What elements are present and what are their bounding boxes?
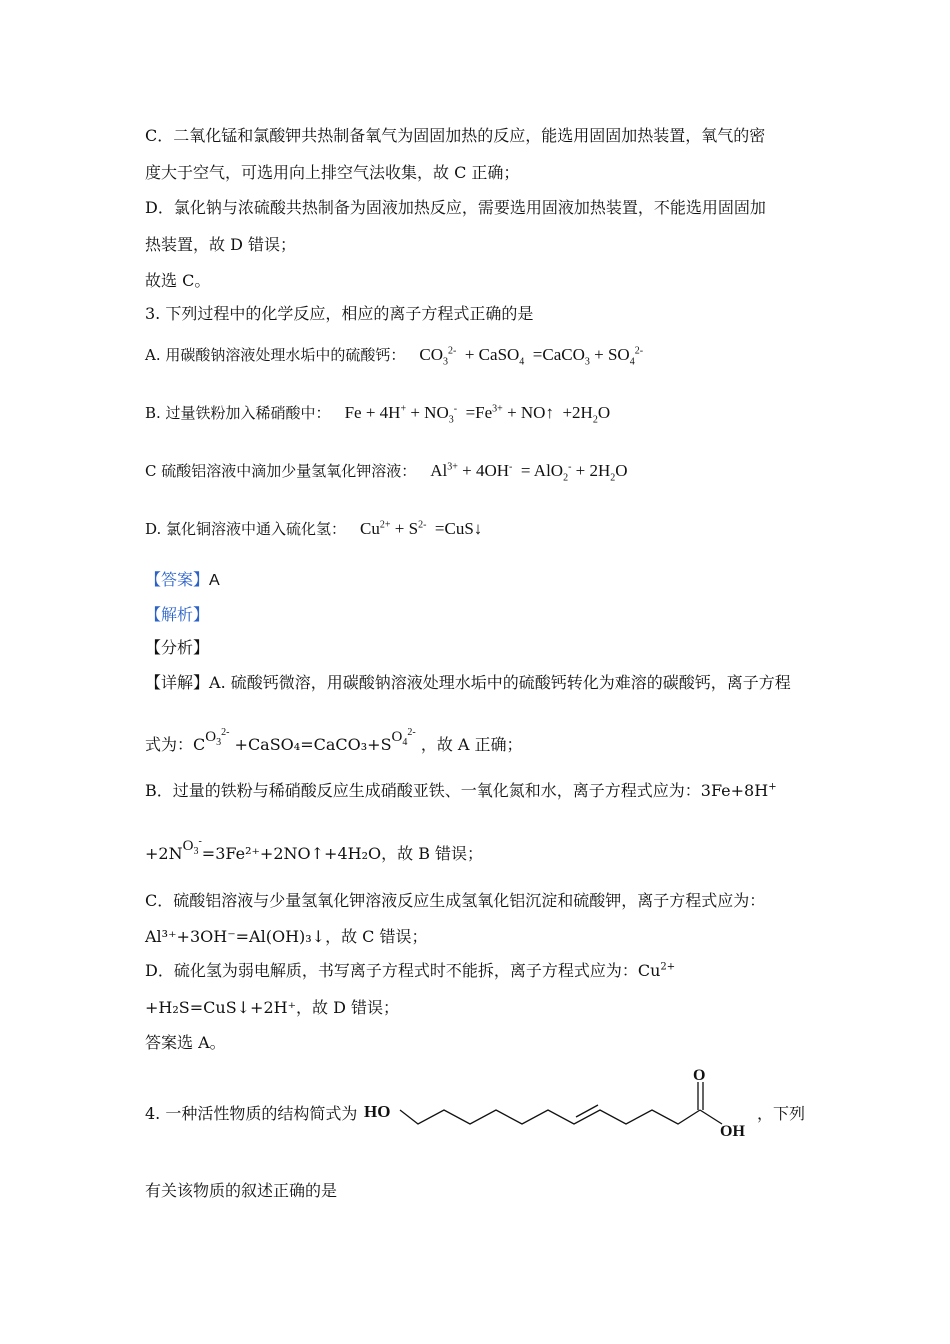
detail-a-line1 <box>145 672 791 694</box>
detail-a-prefix: 式为：C <box>145 735 206 754</box>
detail-d-line2: +H₂S=CuS↓+2H⁺，故 D 错误； <box>145 998 400 1017</box>
prev-d-line2: 热装置，故 D 错误； <box>145 235 297 254</box>
q4-stem-line2: 有关该物质的叙述正确的是 <box>145 1181 338 1200</box>
analysis-label: 【解析】 <box>145 605 210 624</box>
q3-option-c <box>145 460 628 482</box>
prev-conclusion: 故选 C。 <box>145 271 211 290</box>
detail-c-line2: Al³⁺+3OH⁻=Al(OH)₃↓，故 C 错误； <box>145 927 428 946</box>
detail-b-prefix: +2N <box>145 844 183 863</box>
prev-c-line2: 度大于空气，可选用向上排空气法收集，故 C 正确； <box>145 163 520 182</box>
q4-struct-oh-label: OH <box>720 1123 745 1140</box>
q4-stem-prefix: 4. 一种活性物质的结构简式为 <box>145 1104 358 1123</box>
q3-option-d-text: D. 氯化铜溶液中通入硫化氢： <box>145 520 347 538</box>
q3-option-d <box>145 518 482 540</box>
answer-line <box>145 569 220 592</box>
detail-b-no3-fragment: $O_3^-$ <box>182 836 202 857</box>
q4-c-oh-bond <box>700 1110 722 1124</box>
q3-option-d-equation: $Cu^{2+} + S^{2-}$ =CuS↓ <box>360 519 483 538</box>
detail-conclusion: 答案选 A。 <box>145 1033 226 1052</box>
detail-a-co3-fragment: $O_3^{2-}$ <box>205 727 230 748</box>
detail-label: 【详解】 <box>145 673 210 692</box>
answer-value: A <box>209 572 220 589</box>
detail-a-line2 <box>145 727 523 757</box>
q4-structure-diagram <box>358 1062 758 1144</box>
detail-a-so4-fragment: $O_4^{2-}$ <box>391 727 416 748</box>
q3-option-b <box>145 402 610 424</box>
q3-stem: 3. 下列过程中的化学反应，相应的离子方程式正确的是 <box>145 304 534 323</box>
q3-option-a-equation: $CO_3^{2-}$ + CaSO$_4$ =CaCO$_3$ + $SO_4^{2-}$ <box>419 345 644 368</box>
q4-carbon-chain <box>400 1110 700 1124</box>
detail-c-line1: C．硫酸铝溶液与少量氢氧化钾溶液反应生成氢氧化铝沉淀和硫酸钾，离子方程式应为： <box>145 891 766 910</box>
detail-a-suffix: ，故 A 正确； <box>420 735 523 754</box>
fenxi-label: 【分析】 <box>145 638 210 657</box>
detail-d-line1: D．硫化氢为弱电解质，书写离子方程式时不能拆，离子方程式应为：$Cu^{2+}$ <box>145 961 676 980</box>
detail-a-mid: +CaSO₄=CaCO₃+S <box>234 735 392 754</box>
detail-b-line1: B．过量的铁粉与稀硝酸反应生成硝酸亚铁、一氧化氮和水，离子方程式应为：3Fe+8H+ <box>145 781 777 800</box>
detail-a-text: A. 硫酸钙微溶，用碳酸钠溶液处理水垢中的硫酸钙转化为难溶的碳酸钙，离子方程 <box>209 673 791 692</box>
q3-option-c-text: C 硫酸铝溶液中滴加少量氢氧化钾溶液： <box>145 462 417 480</box>
detail-d-text: D．硫化氢为弱电解质，书写离子方程式时不能拆，离子方程式应为：Cu <box>145 961 661 980</box>
detail-b-line2 <box>145 836 484 866</box>
q4-struct-o-label: O <box>693 1067 706 1084</box>
answer-label: 【答案】 <box>145 570 210 589</box>
detail-b-text: B．过量的铁粉与稀硝酸反应生成硝酸亚铁、一氧化氮和水，离子方程式应为：3Fe+8H <box>145 781 769 800</box>
q3-option-b-text: B. 过量铁粉加入稀硝酸中： <box>145 404 331 422</box>
prev-c-line1: C．二氧化锰和氯酸钾共热制备氧气为固固加热的反应，能选用固固加热装置，氧气的密 <box>145 126 766 145</box>
q4-stem-suffix: ，下列 <box>757 1104 806 1123</box>
q3-option-a <box>145 344 643 366</box>
q3-option-c-equation: $Al^{3+} + 4OH^- = AlO_2^- + 2H_2O$ <box>430 461 628 484</box>
prev-d-line1: D．氯化钠与浓硫酸共热制备为固液加热反应，需要选用固液加热装置，不能选用固固加 <box>145 198 766 217</box>
q4-double-bond <box>576 1105 598 1117</box>
q3-option-b-equation: $Fe + 4H^+ + NO_3^- =Fe^{3+}$ + NO↑ $+2H_2O$ <box>344 403 611 426</box>
detail-b-suffix: =3Fe²⁺+2NO↑+4H₂O，故 B 错误； <box>201 844 484 863</box>
q4-struct-ho-label: HO <box>364 1102 391 1121</box>
q3-option-a-text: A. 用碳酸钠溶液处理水垢中的硫酸钙： <box>145 346 406 364</box>
